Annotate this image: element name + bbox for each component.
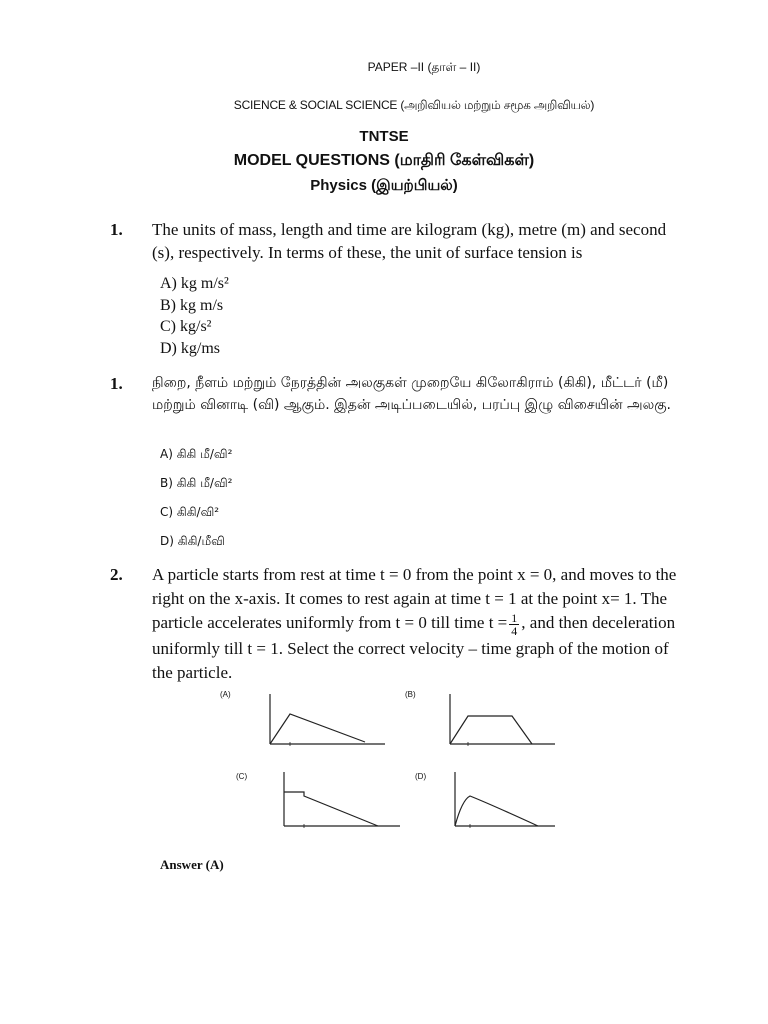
question-2-number: 2. — [110, 565, 123, 584]
graph-d-label: (D) — [415, 772, 427, 781]
tamil-option-c: C) கிகி/வி² — [160, 505, 220, 519]
graph-a-label: (A) — [220, 690, 231, 699]
graphs-svg — [200, 688, 560, 848]
tamil-option-d: D) கிகி/மீவி — [160, 534, 225, 548]
graph-b — [450, 694, 555, 746]
exam-name: TNTSE — [359, 128, 409, 145]
question-1-options — [160, 273, 229, 359]
option-b: B) kg m/s — [160, 296, 224, 314]
graph-b-label: (B) — [405, 690, 416, 699]
fraction-one-quarter: $\frac{1}{4}$ — [511, 610, 518, 638]
graph-c-label: (C) — [236, 772, 248, 781]
tamil-option-b: B) கிகி மீ/வி² — [160, 476, 233, 490]
graph-c — [284, 772, 400, 828]
question-1-text: The units of mass, length and time are kilogram (kg), metre (m) and second (s), respectively. In terms of these, the unit of surface tension is — [152, 220, 667, 262]
question-2-text: A particle starts from rest at time t = 0 from the point x = 0, and moves to the right on the x-axis. It comes to rest again at time t = 1 at the point x= 1. The particle accelerates uniformly from t = 0 till time t = $\frac{1}{4}$ , and then deceleration uniformly till t = 1. Select the correct velocity – time graph of the motion of the particle. — [152, 565, 677, 682]
option-a: A) kg m/s² — [160, 275, 229, 292]
graph-d — [455, 772, 555, 828]
graph-a — [270, 694, 385, 746]
question-1-number: 1. — [110, 220, 123, 239]
section-title: Physics (இயற்பியல்) — [310, 177, 458, 194]
tamil-option-a: A) கிகி மீ/வி² — [160, 447, 233, 461]
subject-label: SCIENCE & SOCIAL SCIENCE (அறிவியல் மற்றும் சமூக அறிவியல்) — [233, 98, 595, 112]
option-d: D) kg/ms — [160, 339, 220, 357]
option-c: C) kg/s² — [160, 318, 212, 335]
answer-label: Answer (A) — [160, 857, 224, 872]
question-1-tamil-number: 1. — [110, 374, 123, 393]
page-title: MODEL QUESTIONS (மாதிரி கேள்விகள்) — [233, 152, 535, 169]
paper-label: PAPER –II (தாள் – II) — [367, 60, 481, 74]
question-1-tamil-text: நிறை, நீளம் மற்றும் நேரத்தின் அலகுகள் முறையே கிலோகிராம் (கிகி), மீட்டர் (மீ) மற்றும் வினாடி (வி) ஆகும். இதன் அடிப்படையில், பரப்பு இழு விசையின் அலகு. — [152, 375, 672, 413]
